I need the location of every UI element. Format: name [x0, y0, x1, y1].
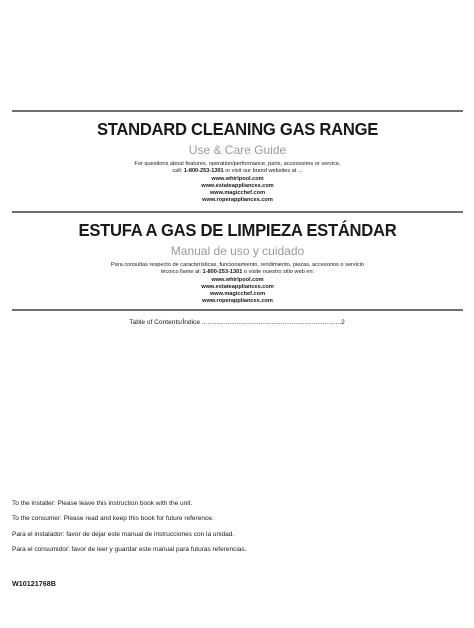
toc-label: Table of Contents/Índice [129, 319, 200, 326]
spanish-info-prefix: técnico llame al: [160, 269, 203, 276]
notice-installer-english: To the installer: Please leave this instruction book with the unit. [12, 500, 193, 507]
notice-installer-spanish: Para el instalador: favor de dejar este manual de instrucciones con la unidad. [12, 531, 235, 538]
english-url-estate[interactable]: www.estateappliances.com [201, 182, 274, 189]
english-info-prefix: call: [172, 168, 184, 175]
english-info-line1: For questions about features, operation/performance, parts, accessories or service, [134, 161, 341, 167]
notice-consumer-spanish: Para el consumidor: favor de leer y guardar este manual para futuras referencias. [12, 546, 247, 553]
notice-consumer-english: To the consumer: Please read and keep this book for future reference. [12, 515, 214, 522]
spanish-url-estate[interactable]: www.estateappliances.com [201, 283, 274, 290]
spanish-url-whirlpool[interactable]: www.whirlpool.com [211, 276, 264, 283]
english-subtitle: Use & Care Guide [188, 143, 287, 157]
english-url-whirlpool[interactable]: www.whirlpool.com [211, 175, 264, 182]
spanish-contact-info [12, 262, 463, 277]
spanish-header-section [12, 220, 463, 306]
spanish-title: ESTUFA A GAS DE LIMPIEZA ESTÁNDAR [78, 220, 397, 240]
toc-page-number: 2 [341, 319, 345, 326]
english-header-section [12, 119, 463, 205]
spanish-phone: 1-800-253-1301 [202, 269, 243, 276]
english-title: STANDARD CLEANING GAS RANGE [96, 119, 379, 139]
spanish-url-roper[interactable]: www.roperappliances.com [202, 298, 273, 305]
english-phone: 1-800-253-1301 [183, 168, 224, 175]
spanish-url-magicchef[interactable]: www.magicchef.com [209, 291, 266, 298]
divider-middle [12, 211, 463, 213]
toc-leader: ............................................................................ [200, 319, 342, 326]
divider-top [12, 110, 463, 112]
spanish-subtitle: Manual de uso y cuidado [170, 244, 305, 258]
table-of-contents-entry[interactable] [0, 318, 474, 327]
english-contact-info [12, 161, 463, 176]
english-info-suffix: or visit our brand websites at ... [223, 168, 303, 175]
part-number: W10121768B [12, 579, 56, 588]
spanish-info-line1: Para consultas respecto de características, funcionamiento, rendimiento, piezas, accesorios o servicio [110, 262, 365, 268]
english-url-roper[interactable]: www.roperappliances.com [202, 197, 273, 204]
divider-bottom [12, 309, 463, 311]
spanish-info-suffix: o visite nuestro sitio web en: [242, 269, 315, 276]
english-url-magicchef[interactable]: www.magicchef.com [209, 190, 266, 197]
